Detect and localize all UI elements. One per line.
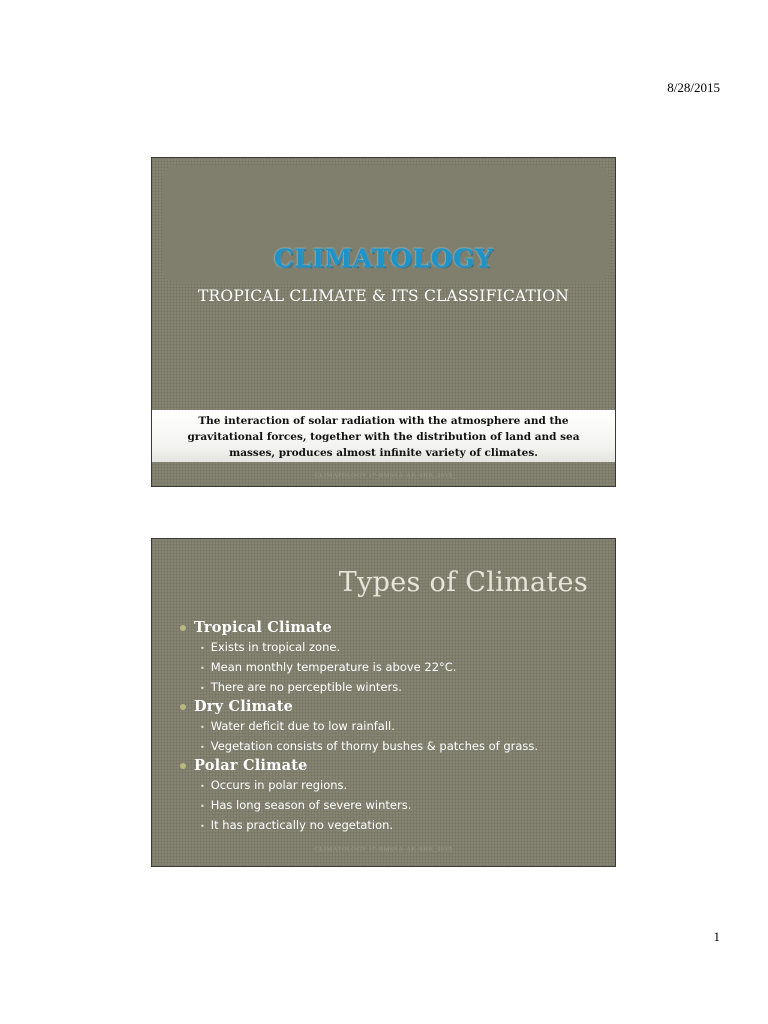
bullet-item-text: Water deficit due to low rainfall. [210, 719, 395, 733]
bullet-item [200, 796, 600, 816]
bullet-heading [180, 757, 600, 774]
bullet-item [200, 638, 600, 658]
sub-bullet-icon: • [200, 684, 205, 693]
bullet-item [200, 816, 600, 836]
bullet-heading [180, 698, 600, 715]
types-slide [151, 538, 616, 867]
bullet-dot-icon [180, 625, 186, 631]
bullet-heading-text: Dry Climate [194, 698, 294, 715]
bullet-item-text: Vegetation consists of thorny bushes & patches of grass. [210, 739, 539, 753]
bullet-heading [180, 619, 600, 636]
bullet-group-dry [180, 698, 600, 757]
sub-bullet-icon: • [200, 723, 205, 732]
page-number: 1 [713, 929, 720, 944]
sub-bullet-icon: • [200, 644, 205, 653]
bullet-item-text: Exists in tropical zone. [210, 640, 341, 654]
title-slide [151, 157, 616, 487]
sub-bullet-icon: • [200, 664, 205, 673]
sub-bullet-icon: • [200, 743, 205, 752]
sub-bullet-icon: • [200, 822, 205, 831]
bullet-item-text: There are no perceptible winters. [210, 680, 402, 694]
slide-subtitle: TROPICAL CLIMATE & ITS CLASSIFICATION [198, 287, 569, 305]
slide-title: CLIMATOLOGY [273, 244, 494, 273]
sub-bullet-icon: • [200, 782, 205, 791]
bullet-dot-icon [180, 763, 186, 769]
bullet-item-text: Mean monthly temperature is above 22°C. [210, 660, 457, 674]
bullet-heading-text: Tropical Climate [194, 619, 332, 636]
bullet-item-text: Has long season of severe winters. [210, 798, 412, 812]
bullet-item [200, 678, 600, 698]
slide-title: Types of Climates [338, 567, 588, 598]
quote-line: gravitational forces, together with the distribution of land and sea [187, 431, 580, 443]
slide-footer: CLIMATOLOGY 17-BMSSA-AK-SHK_2015 [314, 846, 453, 853]
sub-bullet-icon: • [200, 802, 205, 811]
bullet-item [200, 776, 600, 796]
bullet-item [200, 658, 600, 678]
bullet-heading-text: Polar Climate [194, 757, 308, 774]
bullet-item-text: Occurs in polar regions. [210, 778, 348, 792]
page-date: 8/28/2015 [667, 80, 720, 95]
quote-line: The interaction of solar radiation with the atmosphere and the [198, 415, 569, 427]
bullet-item [200, 717, 600, 737]
bullet-group-tropical [180, 619, 600, 698]
slide-footer: CLIMATOLOGY 17-BMSSA-AK-SHK_2015 [314, 472, 453, 479]
bullet-list [180, 619, 600, 836]
bullet-group-polar [180, 757, 600, 836]
bullet-item-text: It has practically no vegetation. [210, 818, 394, 832]
bullet-item [200, 737, 600, 757]
bullet-dot-icon [180, 704, 186, 710]
quote-band [152, 410, 615, 462]
quote-line: masses, produces almost infinite variety of climates. [229, 447, 538, 459]
